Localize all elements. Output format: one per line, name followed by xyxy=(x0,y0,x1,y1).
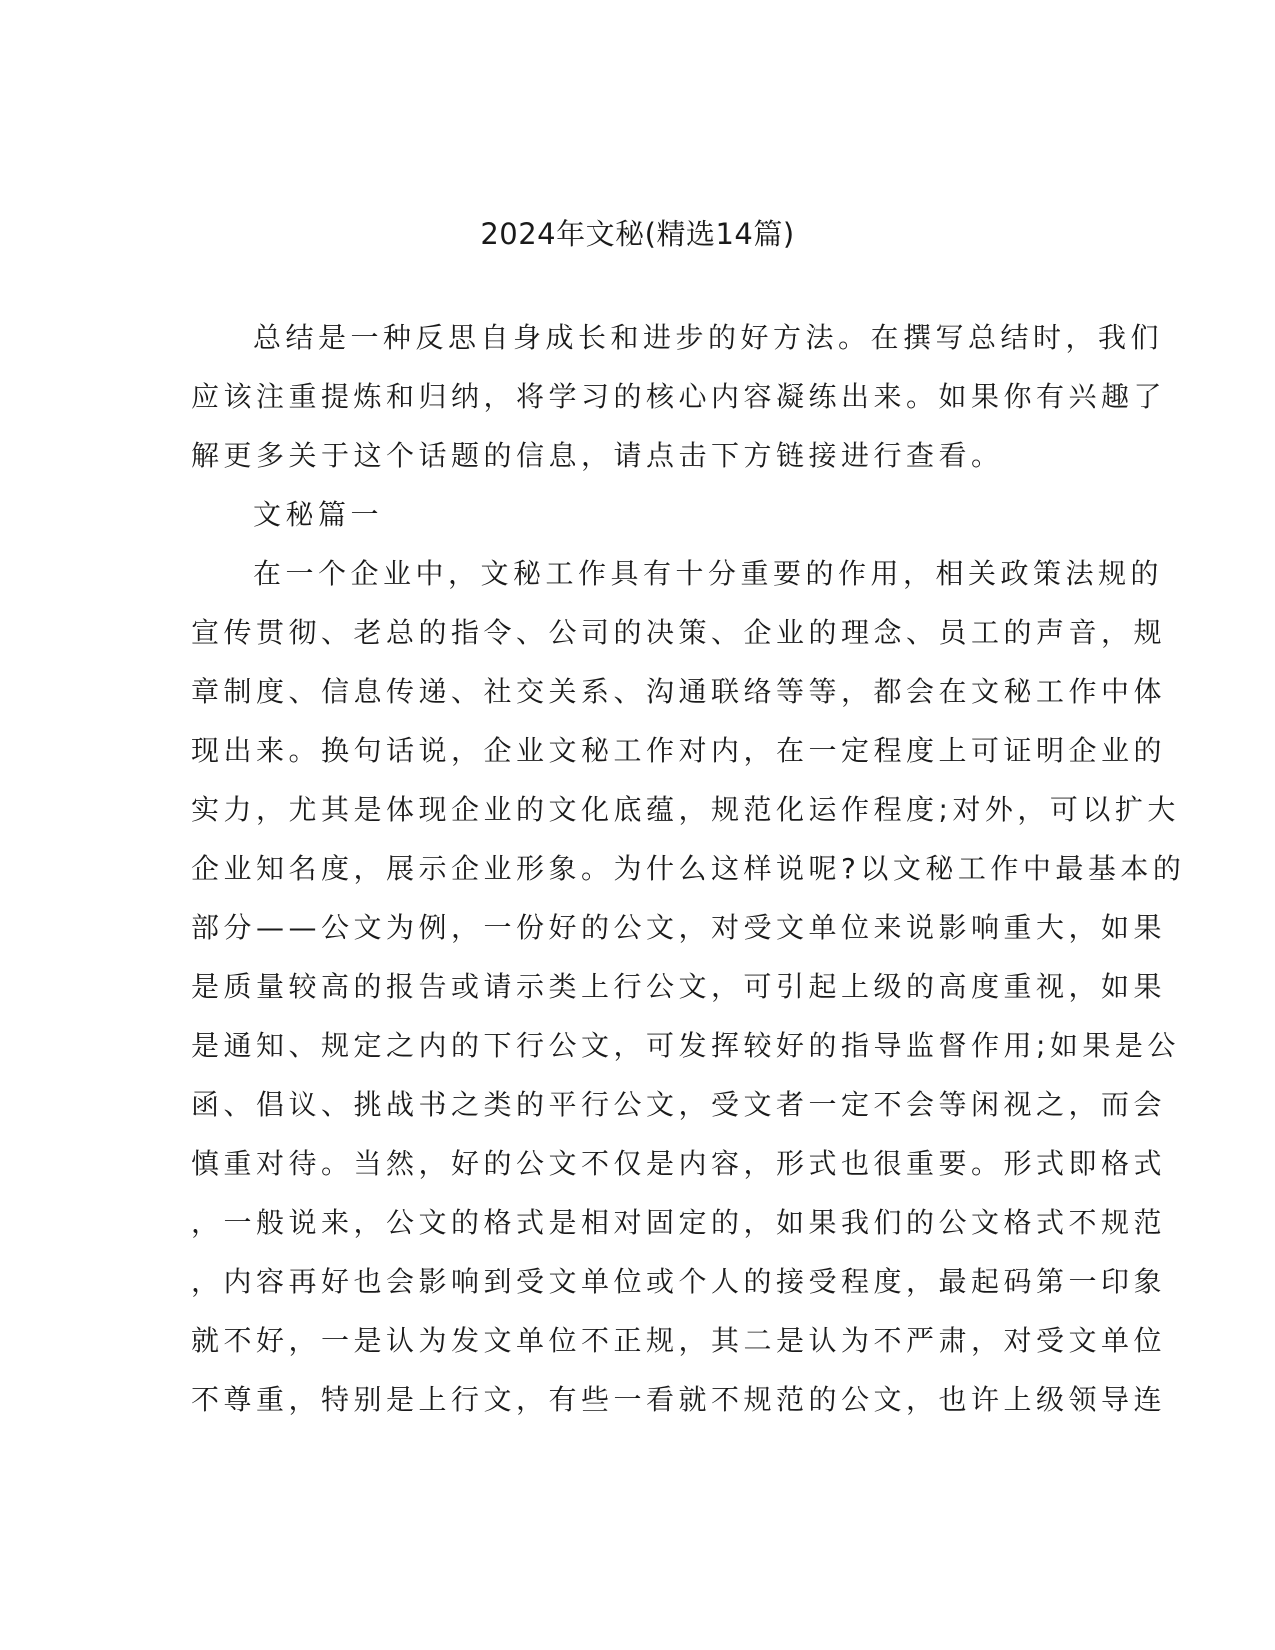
paragraph-line: 慎重对待。当然，好的公文不仅是内容，形式也很重要。形式即格式 xyxy=(191,1147,1167,1180)
paragraph-line: 应该注重提炼和归纳，将学习的核心内容凝练出来。如果你有兴趣了 xyxy=(191,380,1167,413)
paragraph-line: 总结是一种反思自身成长和进步的好方法。在撰写总结时，我们 xyxy=(253,321,1164,354)
section-heading: 文秘篇一 xyxy=(253,498,384,531)
paragraph-line: 是质量较高的报告或请示类上行公文，可引起上级的高度重视，如果 xyxy=(191,970,1167,1003)
paragraph-line: 章制度、信息传递、社交关系、沟通联络等等，都会在文秘工作中体 xyxy=(191,675,1167,708)
paragraph-line: 在一个企业中，文秘工作具有十分重要的作用，相关政策法规的 xyxy=(253,557,1164,590)
paragraph-line: 企业知名度，展示企业形象。为什么这样说呢?以文秘工作中最基本的 xyxy=(191,852,1186,885)
paragraph-line: 现出来。换句话说，企业文秘工作对内，在一定程度上可证明企业的 xyxy=(191,734,1167,767)
paragraph-line: ，内容再好也会影响到受文单位或个人的接受程度，最起码第一印象 xyxy=(191,1265,1167,1298)
paragraph-line: ，一般说来，公文的格式是相对固定的，如果我们的公文格式不规范 xyxy=(191,1206,1167,1239)
paragraph-line: 解更多关于这个话题的信息，请点击下方链接进行查看。 xyxy=(191,439,1004,472)
paragraph-line: 函、倡议、挑战书之类的平行公文，受文者一定不会等闲视之，而会 xyxy=(191,1088,1167,1121)
document-title: 2024年文秘(精选14篇) xyxy=(480,217,795,251)
paragraph-line: 不尊重，特别是上行文，有些一看就不规范的公文，也许上级领导连 xyxy=(191,1383,1167,1416)
paragraph-line: 宣传贯彻、老总的指令、公司的决策、企业的理念、员工的声音，规 xyxy=(191,616,1167,649)
paragraph-line: 部分——公文为例，一份好的公文，对受文单位来说影响重大，如果 xyxy=(191,911,1167,944)
paragraph-line: 就不好，一是认为发文单位不正规，其二是认为不严肃，对受文单位 xyxy=(191,1324,1167,1357)
paragraph-line: 实力，尤其是体现企业的文化底蕴，规范化运作程度;对外，可以扩大 xyxy=(191,793,1180,826)
paragraph-line: 是通知、规定之内的下行公文，可发挥较好的指导监督作用;如果是公 xyxy=(191,1029,1180,1062)
